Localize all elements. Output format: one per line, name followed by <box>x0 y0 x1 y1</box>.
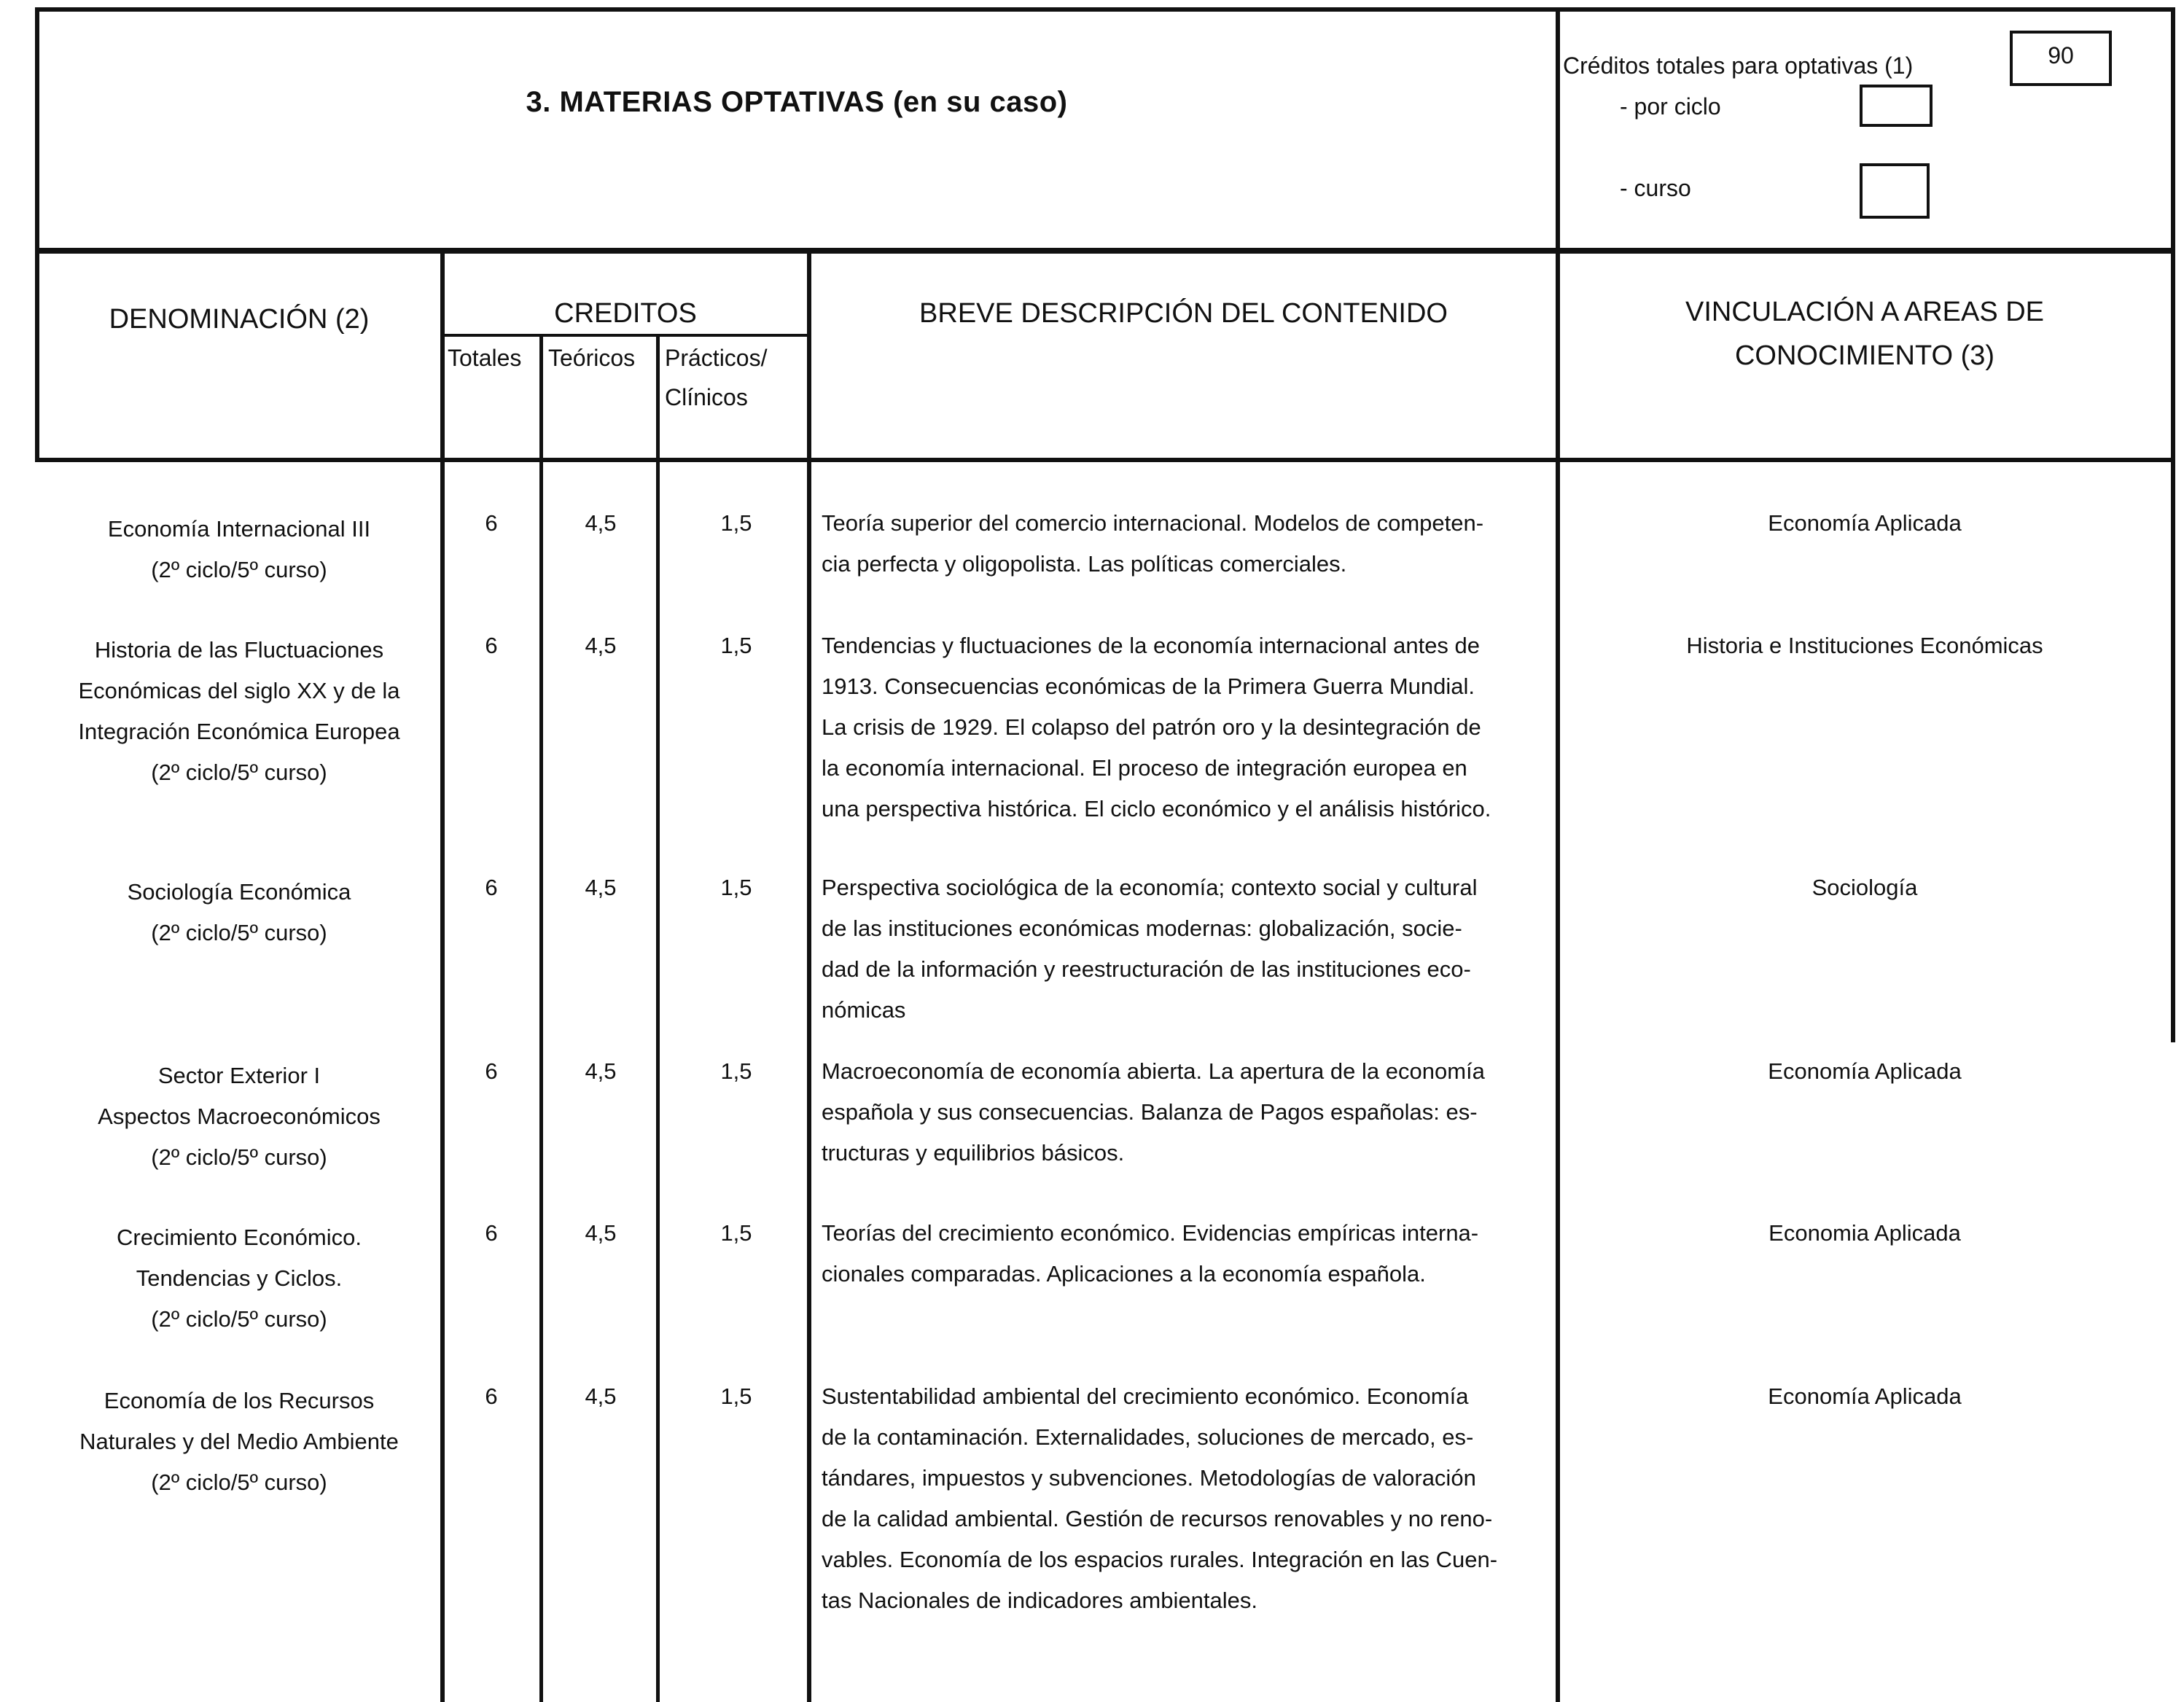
description-line: nómicas <box>822 997 906 1023</box>
subject-name-line: Sector Exterior I <box>157 1063 321 1088</box>
subject-description <box>822 1213 1553 1295</box>
credits-teoricos: 4,5 <box>585 633 617 658</box>
rule <box>656 335 660 1702</box>
rule <box>35 7 39 462</box>
description-line: de las instituciones económicas modernas: globalización, socie- <box>822 916 1462 941</box>
description-line: Teorías del crecimiento económico. Evidencias empíricas interna- <box>822 1220 1479 1246</box>
col-vinculacion <box>1560 290 2169 378</box>
subject-description <box>822 625 1553 829</box>
col-denominacion: DENOMINACIÓN (2) <box>109 304 370 335</box>
credits-practicos: 1,5 <box>720 633 752 658</box>
description-line: tructuras y equilibrios básicos. <box>822 1140 1125 1166</box>
col-descripcion: BREVE DESCRIPCIÓN DEL CONTENIDO <box>919 298 1448 329</box>
credits-teoricos: 4,5 <box>585 1220 617 1246</box>
rule <box>807 251 811 1702</box>
description-line: Tendencias y fluctuaciones de la economía internacional antes de <box>822 633 1481 658</box>
credits-totales: 6 <box>485 1058 498 1084</box>
credits-practicos: 1,5 <box>720 1058 752 1084</box>
subject-name-line: Economía de los Recursos <box>104 1388 375 1413</box>
rule <box>2171 7 2175 1042</box>
credits-teoricos: 4,5 <box>585 510 617 536</box>
description-line: Macroeconomía de economía abierta. La apertura de la economía <box>822 1058 1485 1084</box>
credits-practicos: 1,5 <box>720 1220 752 1246</box>
subject-name <box>38 1381 440 1503</box>
credits-total-label: Créditos totales para optativas (1) <box>1563 52 1914 79</box>
knowledge-area: Economía Aplicada <box>1768 1058 1962 1084</box>
subject-name <box>38 509 440 590</box>
subject-name-line: (2º ciclo/5º curso) <box>151 920 327 945</box>
subject-name-line: Aspectos Macroeconómicos <box>98 1104 381 1129</box>
description-line: Perspectiva sociológica de la economía; contexto social y cultural <box>822 875 1478 900</box>
rule <box>35 458 2175 462</box>
rule <box>35 7 2175 12</box>
subject-name-line: (2º ciclo/5º curso) <box>151 1469 327 1495</box>
subject-name <box>38 630 440 793</box>
credits-total-box <box>2010 31 2112 86</box>
subject-name-line: Integración Económica Europea <box>78 719 400 744</box>
credits-teoricos: 4,5 <box>585 875 617 900</box>
credits-totales: 6 <box>485 1220 498 1246</box>
description-line: Teoría superior del comercio internacional. Modelos de competen- <box>822 510 1484 536</box>
credits-teoricos: 4,5 <box>585 1058 617 1084</box>
col-practicos-line1: Prácticos/ <box>665 345 768 371</box>
description-line: 1913. Consecuencias económicas de la Primera Guerra Mundial. <box>822 674 1475 699</box>
curso-box <box>1860 163 1930 219</box>
col-totales: Totales <box>448 345 522 371</box>
knowledge-area: Economia Aplicada <box>1768 1220 1961 1246</box>
description-line: La crisis de 1929. El colapso del patrón oro y la desintegración de <box>822 714 1481 740</box>
page-title: 3. MATERIAS OPTATIVAS (en su caso) <box>526 86 1068 118</box>
description-line: la economía internacional. El proceso de integración europea en <box>822 755 1467 781</box>
knowledge-area: Economía Aplicada <box>1768 1383 1962 1409</box>
description-line: de la calidad ambiental. Gestión de recursos renovables y no reno- <box>822 1506 1493 1531</box>
description-line: una perspectiva histórica. El ciclo económico y el análisis histórico. <box>822 796 1491 821</box>
col-teoricos: Teóricos <box>548 345 636 371</box>
description-line: tas Nacionales de indicadores ambientales. <box>822 1588 1257 1613</box>
subject-name-line: Crecimiento Económico. <box>117 1225 362 1250</box>
col-vinculacion-line1: VINCULACIÓN A AREAS DE <box>1685 297 2045 327</box>
rule <box>1556 7 1560 1702</box>
subject-description <box>822 503 1553 585</box>
por-ciclo-box <box>1860 85 1933 127</box>
subject-name-line: (2º ciclo/5º curso) <box>151 557 327 582</box>
subject-name <box>38 872 440 953</box>
description-line: de la contaminación. Externalidades, soluciones de mercado, es- <box>822 1424 1474 1450</box>
col-vinculacion-line2: CONOCIMIENTO (3) <box>1734 340 1995 371</box>
subject-name-line: Historia de las Fluctuaciones <box>94 637 384 663</box>
description-line: cia perfecta y oligopolista. Las políticas comerciales. <box>822 551 1347 577</box>
description-line: española y sus consecuencias. Balanza de Pagos españolas: es- <box>822 1099 1478 1125</box>
credits-totales: 6 <box>485 510 498 536</box>
credits-practicos: 1,5 <box>720 875 752 900</box>
credits-total-value: 90 <box>2048 42 2074 69</box>
knowledge-area: Historia e Instituciones Económicas <box>1686 633 2043 658</box>
credits-totales: 6 <box>485 1383 498 1409</box>
description-line: dad de la información y reestructuración de las instituciones eco- <box>822 956 1471 982</box>
credits-practicos: 1,5 <box>720 510 752 536</box>
subject-name-line: Tendencias y Ciclos. <box>136 1265 343 1291</box>
subject-name-line: (2º ciclo/5º curso) <box>151 1144 327 1170</box>
subject-name-line: Sociología Económica <box>127 879 351 905</box>
rule <box>440 251 445 1702</box>
description-line: cionales comparadas. Aplicaciones a la economía española. <box>822 1261 1426 1287</box>
description-line: tándares, impuestos y subvenciones. Metodologías de valoración <box>822 1465 1476 1491</box>
curso-label: - curso <box>1620 175 1691 201</box>
col-practicos-line2: Clínicos <box>665 384 748 410</box>
knowledge-area: Sociología <box>1811 875 1918 900</box>
subject-name-line: Naturales y del Medio Ambiente <box>79 1429 399 1454</box>
por-ciclo-label: - por ciclo <box>1620 93 1721 120</box>
rule <box>35 248 2175 254</box>
credits-practicos: 1,5 <box>720 1383 752 1409</box>
subject-description <box>822 1376 1553 1621</box>
subject-name-line: Económicas del siglo XX y de la <box>78 678 400 703</box>
knowledge-area: Economía Aplicada <box>1768 510 1962 536</box>
subject-description <box>822 867 1553 1031</box>
col-creditos: CREDITOS <box>554 298 697 329</box>
subject-name-line: Economía Internacional III <box>107 516 371 542</box>
rule <box>539 335 543 1702</box>
col-practicos <box>665 338 767 417</box>
subject-name <box>38 1217 440 1340</box>
subject-name <box>38 1055 440 1178</box>
subject-description <box>822 1051 1553 1174</box>
subject-name-line: (2º ciclo/5º curso) <box>151 760 327 785</box>
subject-name-line: (2º ciclo/5º curso) <box>151 1306 327 1332</box>
credits-totales: 6 <box>485 875 498 900</box>
description-line: vables. Economía de los espacios rurales. Integración en las Cuen- <box>822 1547 1498 1572</box>
description-line: Sustentabilidad ambiental del crecimiento económico. Economía <box>822 1383 1469 1409</box>
credits-teoricos: 4,5 <box>585 1383 617 1409</box>
credits-totales: 6 <box>485 633 498 658</box>
